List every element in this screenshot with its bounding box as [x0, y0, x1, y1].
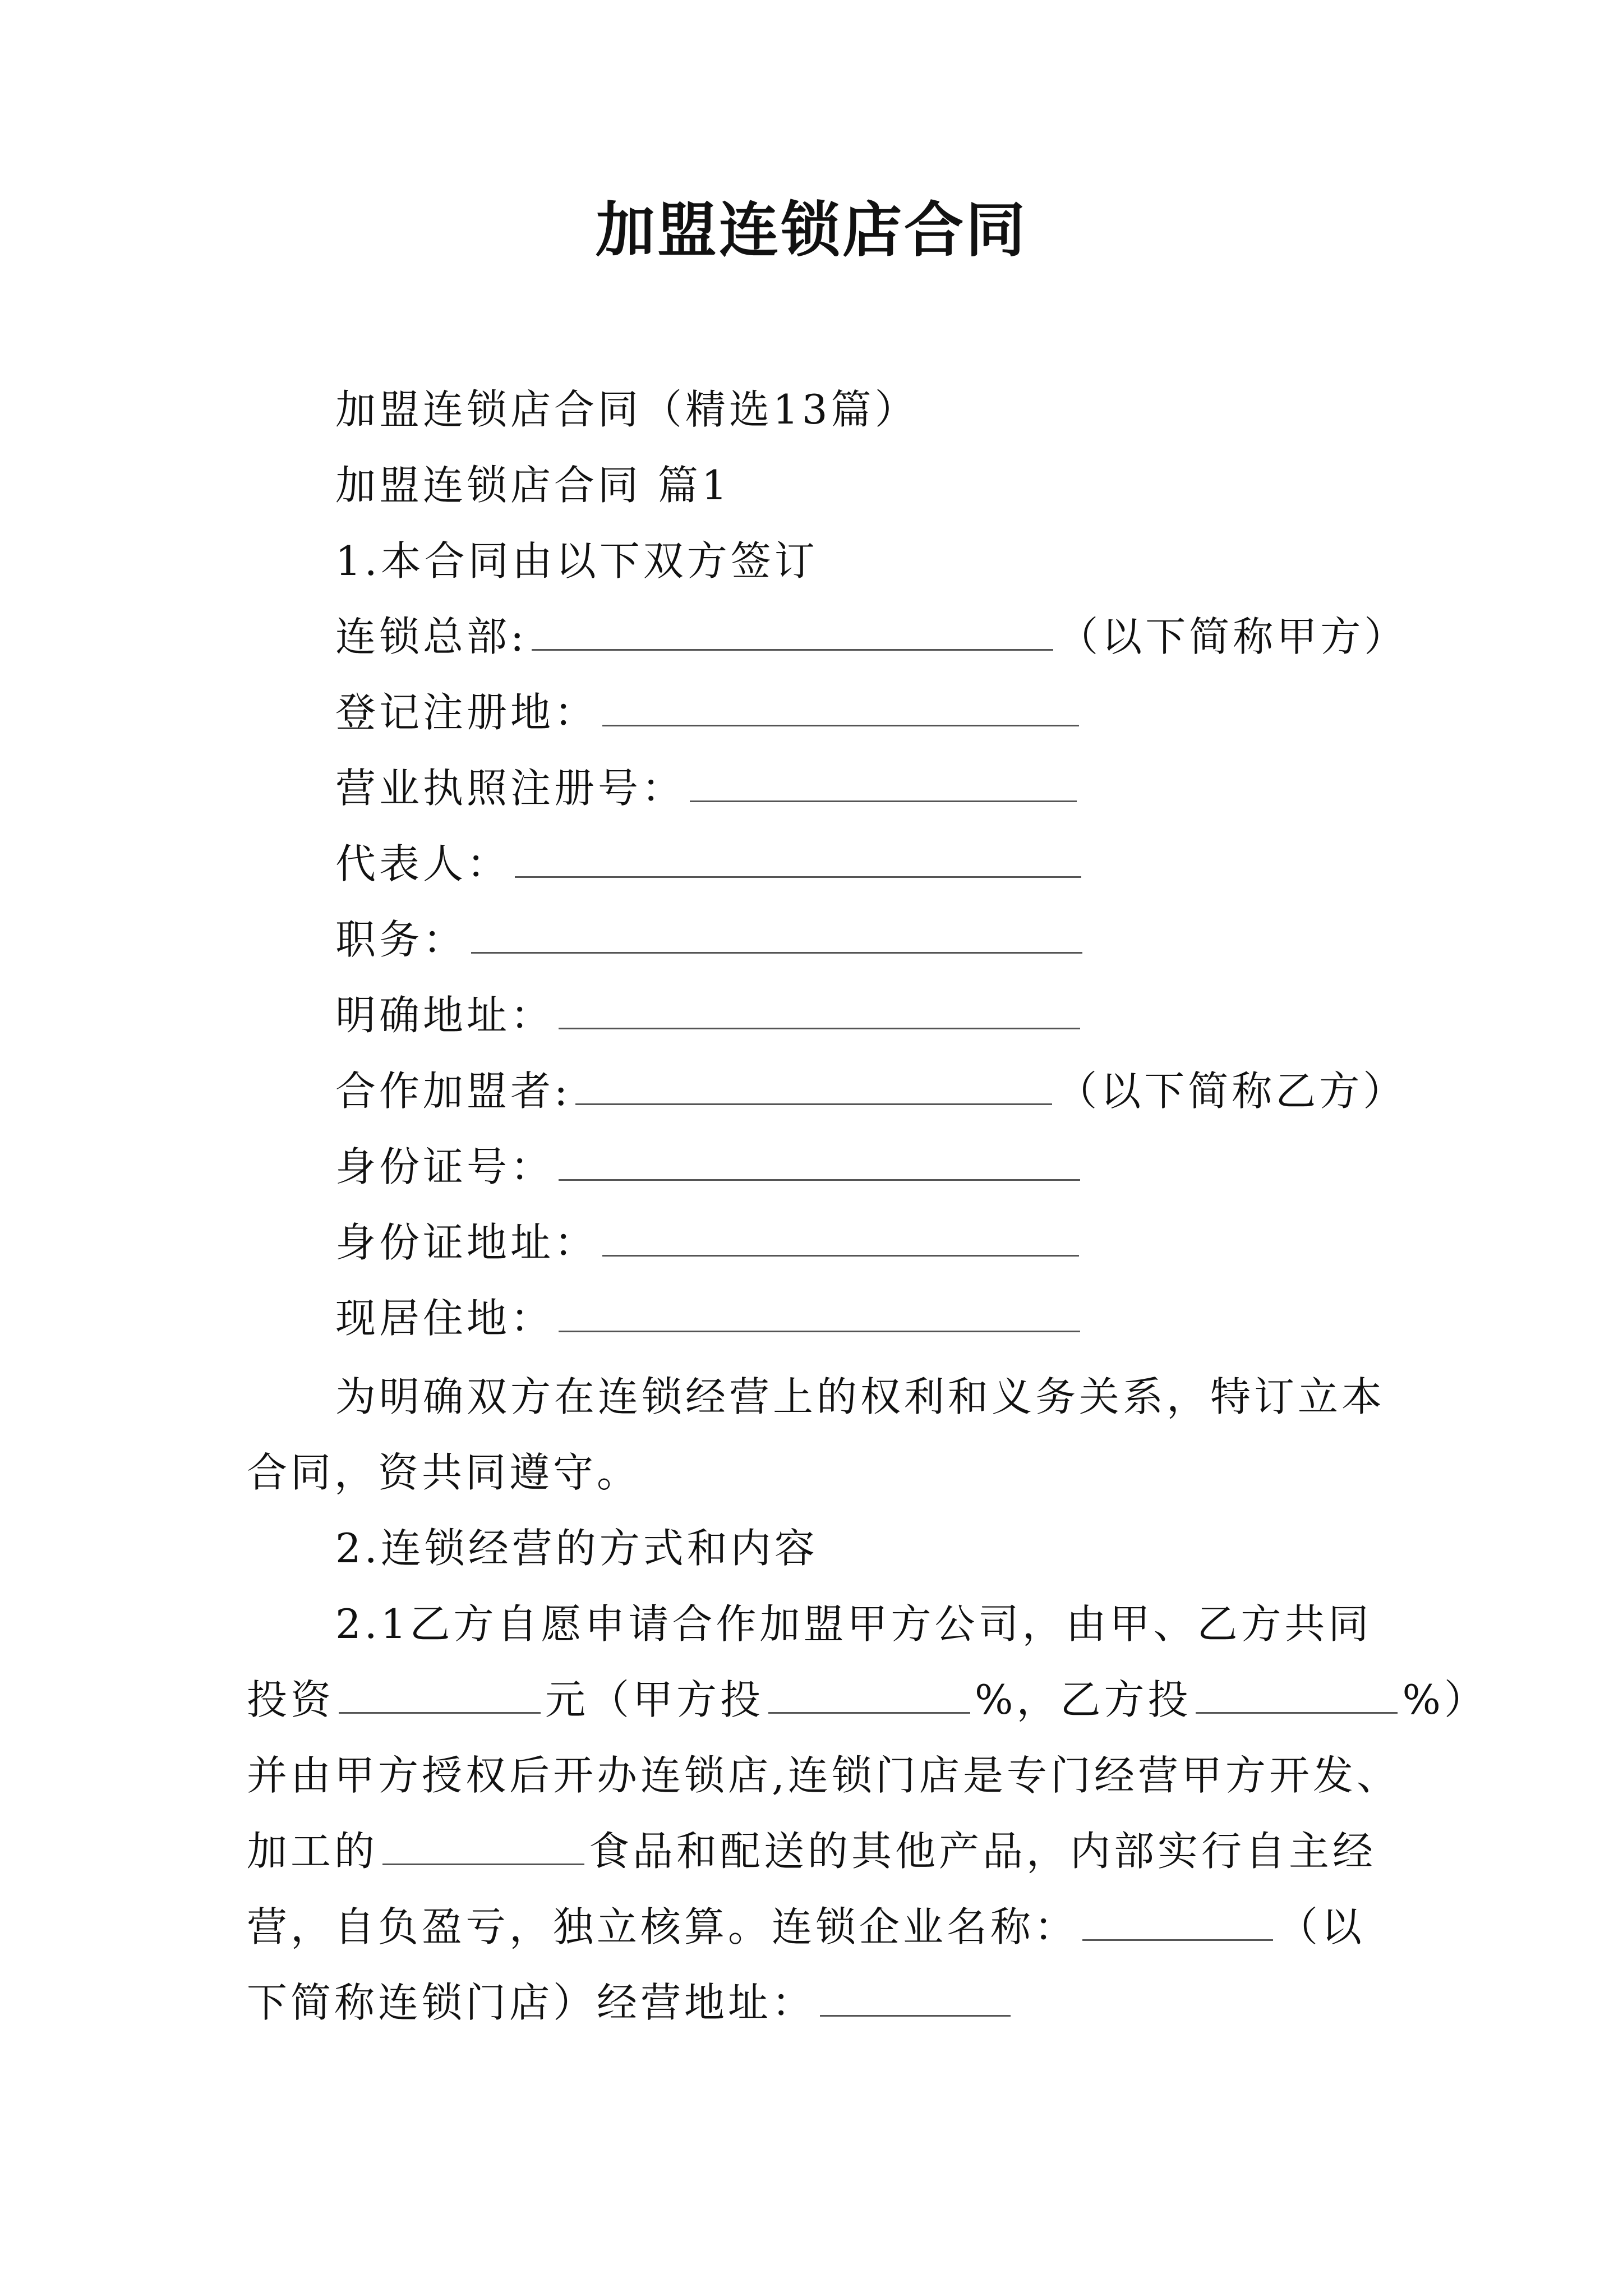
id-no-label: 身份证号： — [335, 1143, 555, 1190]
document-subtitle: 加盟连锁店合同（精选13篇） — [335, 386, 919, 433]
invest-total-blank[interactable] — [339, 1677, 541, 1714]
id-no-blank[interactable] — [559, 1144, 1080, 1181]
license-label: 营业执照注册号： — [335, 765, 686, 812]
clause-2-1-line-6 — [247, 1975, 1015, 2031]
store-name-label: 营，自负盈亏，独立核算。连锁企业名称： — [247, 1903, 1078, 1950]
position-field-row — [335, 912, 1087, 968]
clause-2-1-line-4 — [247, 1823, 1376, 1879]
document-title: 加盟连锁店合同 — [596, 195, 1027, 265]
position-label: 职务： — [335, 916, 467, 963]
representative-label: 代表人： — [335, 840, 511, 887]
clause-2-1-line-5 — [247, 1899, 1365, 1955]
franchisee-blank[interactable] — [575, 1069, 1052, 1105]
invest-a-blank[interactable] — [768, 1677, 970, 1714]
invest-end: %） — [1402, 1676, 1488, 1723]
residence-label: 现居住地： — [335, 1295, 555, 1342]
processing-text: 食品和配送的其他产品，内部实行自主经 — [589, 1828, 1377, 1875]
invest-a-label: 元（甲方投 — [545, 1676, 764, 1723]
representative-blank[interactable] — [515, 841, 1081, 878]
clause-2-1-line-2 — [247, 1672, 1488, 1728]
address-field-row — [335, 987, 1085, 1043]
address-blank[interactable] — [559, 993, 1080, 1029]
representative-field-row — [335, 836, 1086, 892]
franchisee-field-row — [335, 1063, 1407, 1119]
id-address-field-row — [335, 1214, 1083, 1271]
food-type-blank[interactable] — [382, 1829, 584, 1865]
store-address-blank[interactable] — [820, 1980, 1011, 2017]
hq-field-row — [335, 609, 1408, 665]
clause-2-1-line-3: 并由甲方授权后开办连锁店,连锁门店是专门经营甲方开发、 — [247, 1752, 1400, 1799]
hq-blank[interactable] — [532, 614, 1053, 651]
invest-label: 投资 — [247, 1676, 335, 1723]
invest-b-label: %，乙方投 — [975, 1676, 1192, 1723]
purpose-line-1: 为明确双方在连锁经营上的权利和义务关系，特订立本 — [335, 1373, 1386, 1420]
section-heading: 加盟连锁店合同 篇1 — [335, 462, 731, 509]
clause-2-heading: 2.连锁经营的方式和内容 — [335, 1525, 818, 1572]
reg-place-label: 登记注册地： — [335, 689, 598, 736]
clause-2-1-line-1: 2.1乙方自愿申请合作加盟甲方公司，由甲、乙方共同 — [335, 1600, 1372, 1648]
residence-blank[interactable] — [559, 1296, 1080, 1332]
invest-b-blank[interactable] — [1196, 1677, 1398, 1714]
license-blank[interactable] — [690, 766, 1077, 802]
store-address-label: 下简称连锁门店）经营地址： — [247, 1979, 816, 2026]
id-no-field-row — [335, 1139, 1085, 1195]
license-field-row — [335, 760, 1081, 816]
processing-label: 加工的 — [247, 1828, 379, 1875]
franchisee-label: 合作加盟者: — [335, 1068, 571, 1115]
address-label: 明确地址： — [335, 992, 555, 1039]
clause-1-heading: 1.本合同由以下双方签订 — [335, 537, 818, 585]
store-name-blank[interactable] — [1082, 1904, 1273, 1941]
position-blank[interactable] — [471, 917, 1082, 954]
id-address-blank[interactable] — [602, 1220, 1079, 1257]
purpose-line-2: 合同，资共同遵守。 — [247, 1449, 641, 1496]
residence-field-row — [335, 1290, 1085, 1346]
reg-place-field-row — [335, 684, 1083, 740]
hq-label: 连锁总部: — [335, 613, 528, 660]
reg-place-blank[interactable] — [602, 690, 1079, 726]
store-name-suffix: （以 — [1278, 1903, 1366, 1950]
hq-suffix: （以下简称甲方） — [1058, 613, 1408, 660]
id-address-label: 身份证地址： — [335, 1219, 598, 1266]
franchisee-suffix: （以下简称乙方） — [1057, 1068, 1407, 1115]
